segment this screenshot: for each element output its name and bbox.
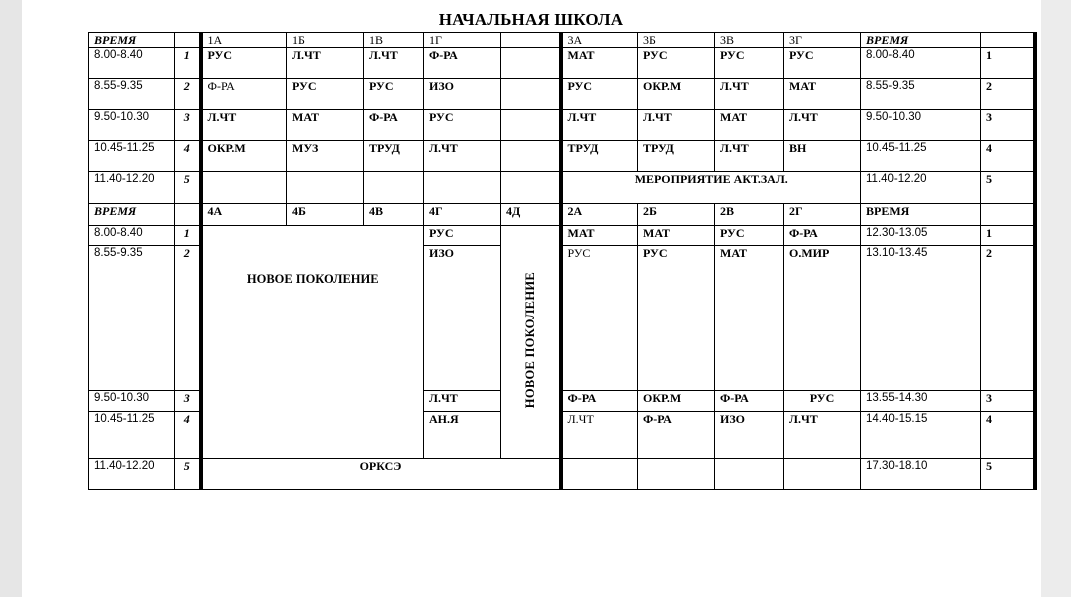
time-cell: 8.00-8.40 xyxy=(89,226,175,246)
lesson-cell: РУС xyxy=(424,110,501,141)
lesson-cell: ТРУД xyxy=(561,141,638,172)
lesson-number-right: 1 xyxy=(981,226,1035,246)
lesson-cell: ТРУД xyxy=(364,141,424,172)
lesson-number: 5 xyxy=(175,172,201,204)
lesson-number-right: 3 xyxy=(981,110,1035,141)
page-title: НАЧАЛЬНАЯ ШКОЛА xyxy=(438,10,624,29)
lesson-cell xyxy=(715,459,784,490)
time-cell: 9.50-10.30 xyxy=(89,110,175,141)
class-header: 1В xyxy=(364,33,424,48)
time-header: ВРЕМЯ xyxy=(89,33,175,48)
table-row xyxy=(89,226,1035,246)
class-header: 4А xyxy=(201,204,287,226)
time-cell-right: 14.40-15.15 xyxy=(861,412,981,459)
lesson-cell: ИЗО xyxy=(424,246,501,391)
table-row xyxy=(89,79,1035,110)
lesson-number-right: 2 xyxy=(981,79,1035,110)
lesson-cell: РУС xyxy=(561,79,638,110)
lesson-cell: Л.ЧТ xyxy=(715,79,784,110)
time-cell: 10.45-11.25 xyxy=(89,141,175,172)
lesson-cell xyxy=(287,172,364,204)
class-header: 2В xyxy=(715,204,784,226)
lesson-cell: Л.ЧТ xyxy=(715,141,784,172)
lesson-cell: МАТ xyxy=(715,246,784,391)
lesson-cell: РУС xyxy=(364,79,424,110)
lesson-cell xyxy=(501,79,561,110)
table-row xyxy=(89,48,1035,79)
lesson-cell xyxy=(501,141,561,172)
lesson-cell: МАТ xyxy=(784,79,861,110)
lesson-number: 1 xyxy=(175,48,201,79)
number-header-right xyxy=(981,204,1035,226)
lesson-cell: Ф-РА xyxy=(638,412,715,459)
class-header: 1А xyxy=(201,33,287,48)
lesson-number: 2 xyxy=(175,79,201,110)
lesson-number: 3 xyxy=(175,391,201,412)
class-header: 2Б xyxy=(638,204,715,226)
lesson-cell: ОКР.М xyxy=(638,391,715,412)
lesson-cell: РУС xyxy=(287,79,364,110)
lesson-cell: Л.ЧТ xyxy=(638,110,715,141)
time-cell-right: 9.50-10.30 xyxy=(861,110,981,141)
time-cell-right: 8.00-8.40 xyxy=(861,48,981,79)
lesson-number: 2 xyxy=(175,246,201,391)
time-header: ВРЕМЯ xyxy=(89,204,175,226)
lesson-cell xyxy=(501,172,561,204)
lesson-number-right: 5 xyxy=(981,172,1035,204)
new-generation-vertical-label: НОВОЕ ПОКОЛЕНИЕ xyxy=(522,272,537,409)
lesson-cell: Л.ЧТ xyxy=(201,110,287,141)
lesson-cell: РУС xyxy=(424,226,501,246)
lesson-number: 4 xyxy=(175,141,201,172)
class-header: 1Г xyxy=(424,33,501,48)
new-generation-label: НОВОЕ ПОКОЛЕНИЕ xyxy=(246,272,379,286)
time-header-right: ВРЕМЯ xyxy=(861,33,981,48)
time-cell: 11.40-12.20 xyxy=(89,459,175,490)
lesson-cell: Ф-РА xyxy=(715,391,784,412)
table-row xyxy=(89,110,1035,141)
lesson-cell: Ф-РА xyxy=(784,226,861,246)
class-header: 2А xyxy=(561,204,638,226)
lesson-cell: РУС xyxy=(201,48,287,79)
class-header: 3В xyxy=(715,33,784,48)
lesson-cell: МАТ xyxy=(561,226,638,246)
class-header xyxy=(501,33,561,48)
time-cell: 8.55-9.35 xyxy=(89,79,175,110)
class-header: 2Г xyxy=(784,204,861,226)
lesson-cell: Л.ЧТ xyxy=(424,141,501,172)
lesson-number: 1 xyxy=(175,226,201,246)
class-header: 1Б xyxy=(287,33,364,48)
lesson-number: 4 xyxy=(175,412,201,459)
time-cell-right: 10.45-11.25 xyxy=(861,141,981,172)
lesson-cell: Л.ЧТ xyxy=(287,48,364,79)
lesson-cell: АН.Я xyxy=(424,412,501,459)
class-header: 3Б xyxy=(638,33,715,48)
table-header-row xyxy=(89,204,1035,226)
table-row xyxy=(89,172,1035,204)
lesson-cell: Л.ЧТ xyxy=(364,48,424,79)
time-cell-right: 13.55-14.30 xyxy=(861,391,981,412)
class-header: 3Г xyxy=(784,33,861,48)
lesson-number-right: 4 xyxy=(981,412,1035,459)
orkse-cell: ОРКСЭ xyxy=(201,459,561,490)
number-header-right xyxy=(981,33,1035,48)
time-cell-right: 17.30-18.10 xyxy=(861,459,981,490)
time-cell: 8.00-8.40 xyxy=(89,48,175,79)
time-cell-right: 8.55-9.35 xyxy=(861,79,981,110)
time-cell: 10.45-11.25 xyxy=(89,412,175,459)
lesson-cell: РУС xyxy=(784,48,861,79)
time-cell: 11.40-12.20 xyxy=(89,172,175,204)
lesson-cell: МАТ xyxy=(715,110,784,141)
number-header xyxy=(175,33,201,48)
lesson-cell: ТРУД xyxy=(638,141,715,172)
lesson-cell: Ф-РА xyxy=(201,79,287,110)
lesson-cell: Ф-РА xyxy=(364,110,424,141)
lesson-cell: Ф-РА xyxy=(424,48,501,79)
lesson-cell: О.МИР xyxy=(784,246,861,391)
lesson-cell: ИЗО xyxy=(715,412,784,459)
lesson-cell xyxy=(501,110,561,141)
lesson-cell xyxy=(201,172,287,204)
lesson-cell: РУС xyxy=(638,246,715,391)
lesson-number-right: 3 xyxy=(981,391,1035,412)
lesson-cell: ВН xyxy=(784,141,861,172)
lesson-cell xyxy=(638,459,715,490)
time-cell-right: 11.40-12.20 xyxy=(861,172,981,204)
lesson-cell: РУС xyxy=(784,391,861,412)
lesson-cell: Ф-РА xyxy=(561,391,638,412)
lesson-cell: РУС xyxy=(715,48,784,79)
table-header-row xyxy=(89,33,1035,48)
lesson-number: 5 xyxy=(175,459,201,490)
lesson-cell: Л.ЧТ xyxy=(784,412,861,459)
time-cell: 8.55-9.35 xyxy=(89,246,175,391)
lesson-cell xyxy=(424,172,501,204)
lesson-cell xyxy=(364,172,424,204)
table-row xyxy=(89,141,1035,172)
new-generation-vertical-block xyxy=(501,226,561,459)
lesson-number-right: 5 xyxy=(981,459,1035,490)
lesson-cell: ОКР.М xyxy=(638,79,715,110)
class-header: 4В xyxy=(364,204,424,226)
lesson-cell: РУС xyxy=(561,246,638,391)
lesson-cell: МАТ xyxy=(561,48,638,79)
class-header: 4Д xyxy=(501,204,561,226)
lesson-cell: РУС xyxy=(638,48,715,79)
table-row xyxy=(89,459,1035,490)
class-header: 4Б xyxy=(287,204,364,226)
lesson-cell xyxy=(561,459,638,490)
lesson-cell: МАТ xyxy=(287,110,364,141)
lesson-cell: Л.ЧТ xyxy=(784,110,861,141)
lesson-cell: РУС xyxy=(715,226,784,246)
schedule-table xyxy=(88,32,1037,490)
lesson-cell: МУЗ xyxy=(287,141,364,172)
number-header xyxy=(175,204,201,226)
lesson-number: 3 xyxy=(175,110,201,141)
class-header: 3А xyxy=(561,33,638,48)
lesson-number-right: 1 xyxy=(981,48,1035,79)
time-header-right: ВРЕМЯ xyxy=(861,204,981,226)
time-cell-right: 13.10-13.45 xyxy=(861,246,981,391)
lesson-cell: ИЗО xyxy=(424,79,501,110)
time-cell-right: 12.30-13.05 xyxy=(861,226,981,246)
viewer-background xyxy=(1041,0,1071,597)
lesson-cell: ОКР.М xyxy=(201,141,287,172)
lesson-cell: Л.ЧТ xyxy=(561,412,638,459)
lesson-cell: Л.ЧТ xyxy=(424,391,501,412)
lesson-cell: Л.ЧТ xyxy=(561,110,638,141)
class-header: 4Г xyxy=(424,204,501,226)
time-cell: 9.50-10.30 xyxy=(89,391,175,412)
lesson-number-right: 2 xyxy=(981,246,1035,391)
lesson-cell: МАТ xyxy=(638,226,715,246)
new-generation-block xyxy=(201,226,424,459)
lesson-cell xyxy=(501,48,561,79)
lesson-number-right: 4 xyxy=(981,141,1035,172)
assembly-event-cell: МЕРОПРИЯТИЕ АКТ.ЗАЛ. xyxy=(561,172,861,204)
lesson-cell xyxy=(784,459,861,490)
